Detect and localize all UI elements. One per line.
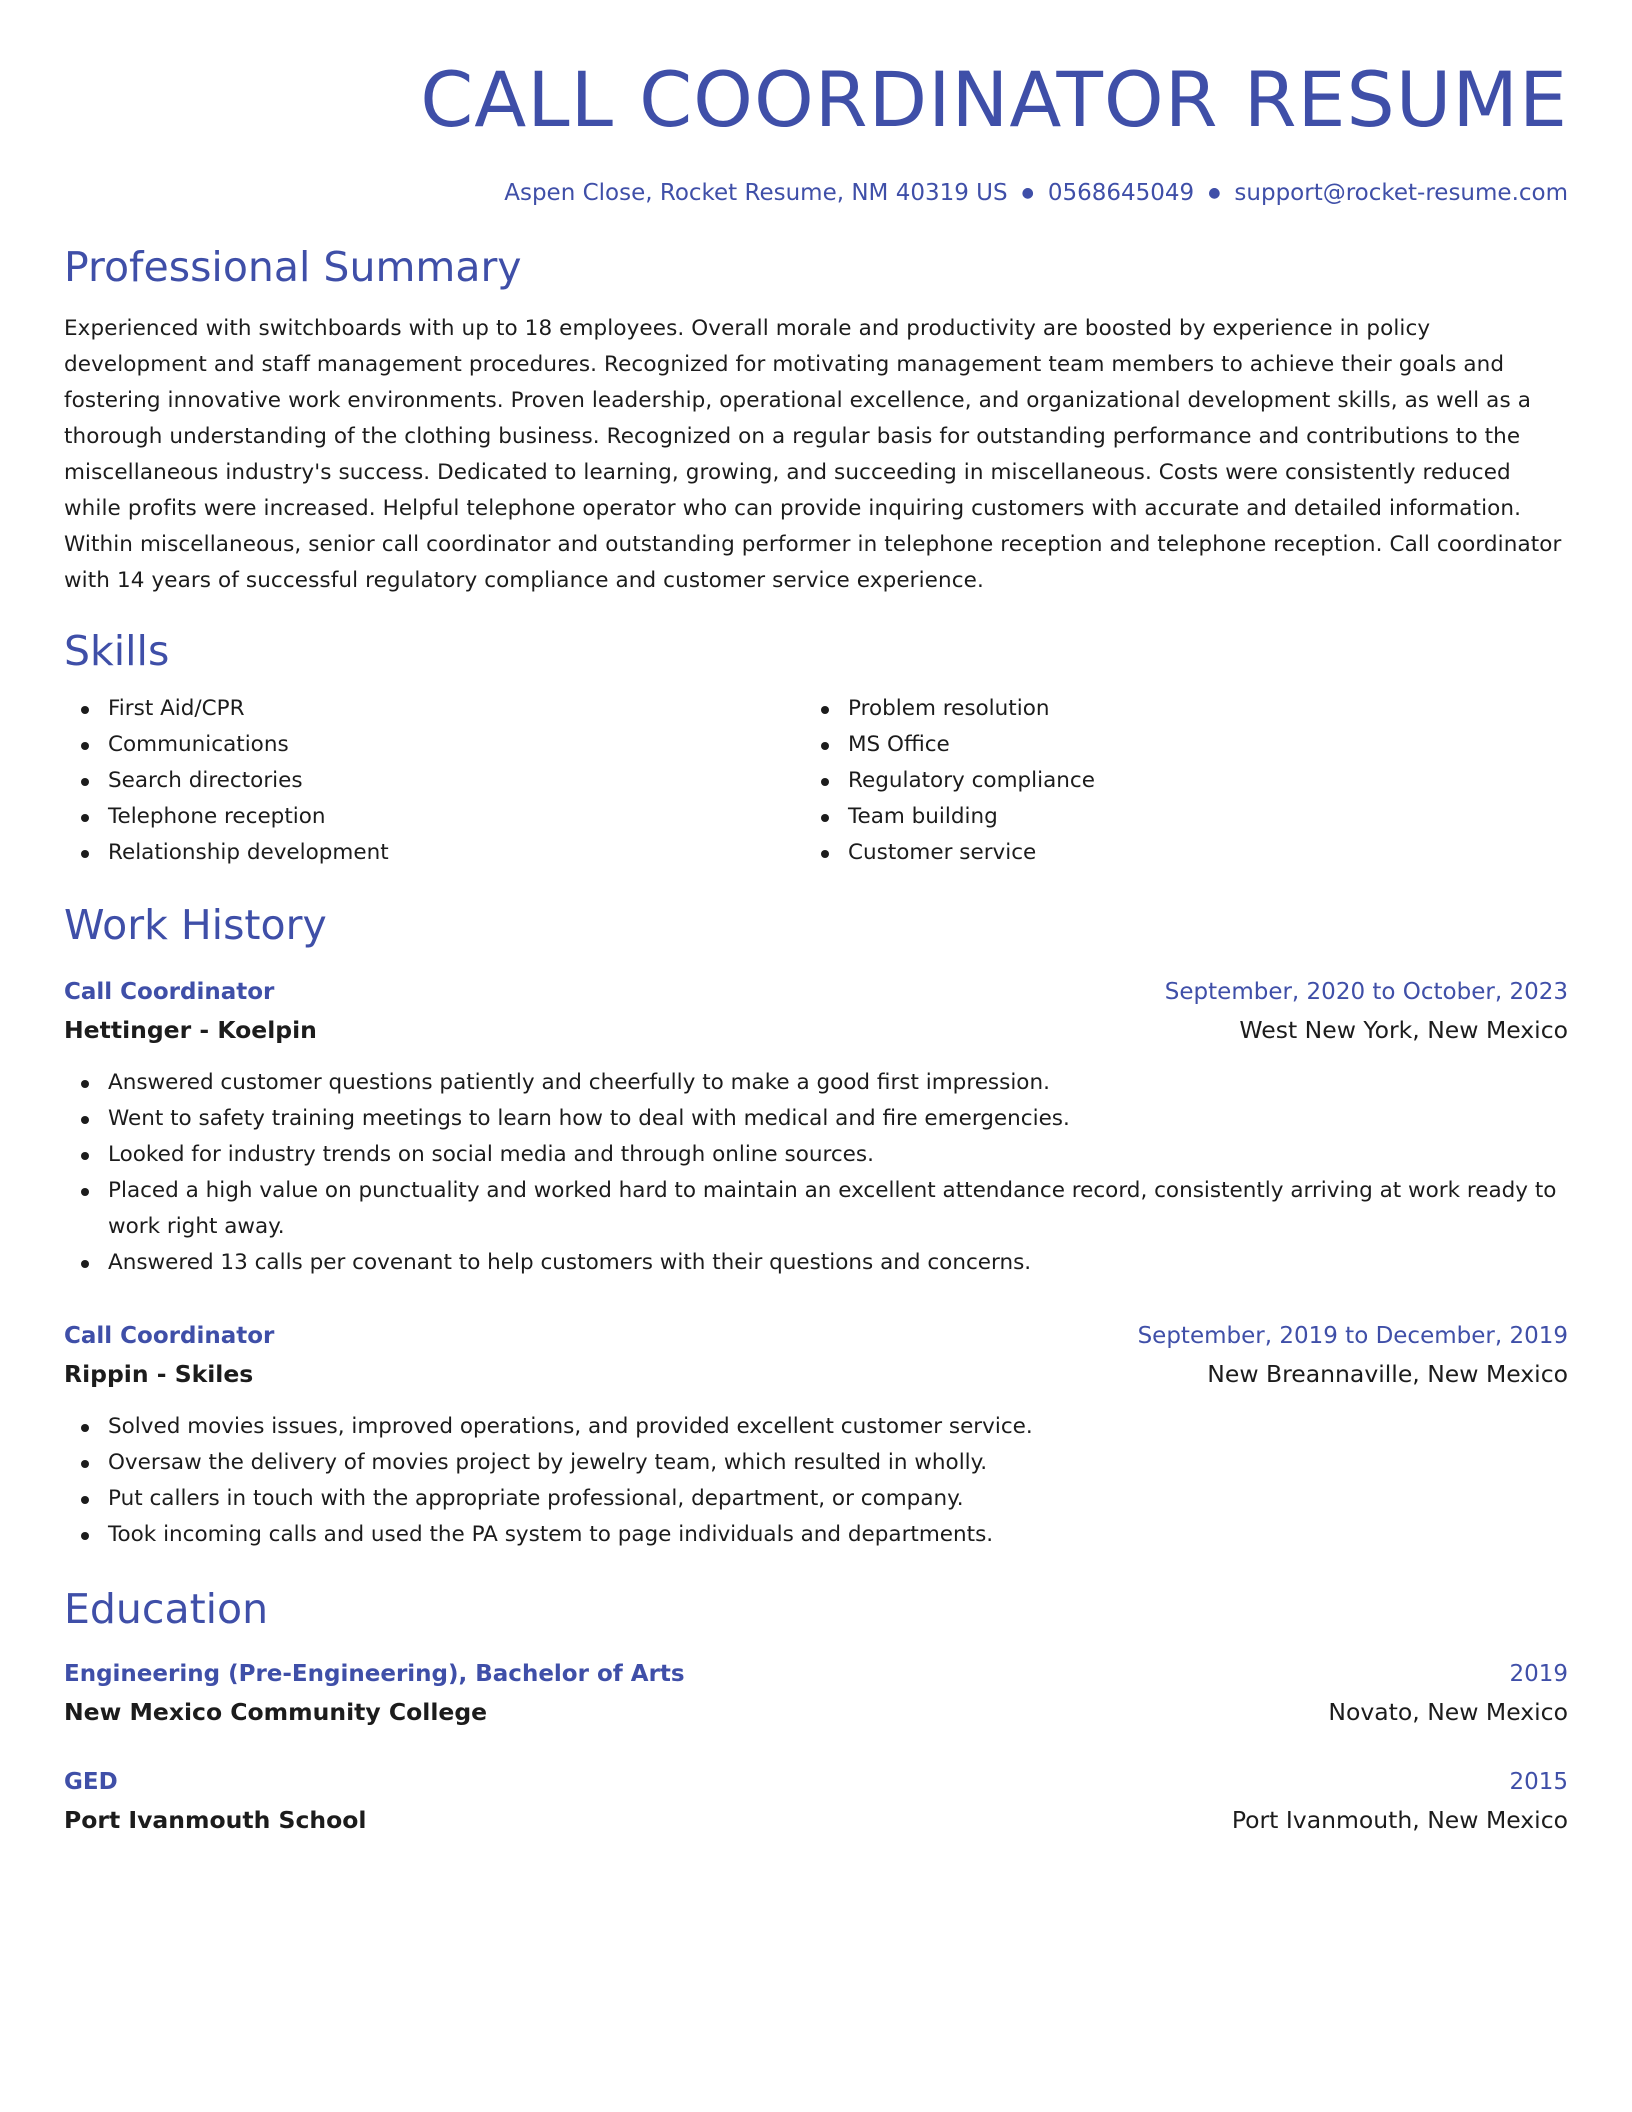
skill-item: Customer service — [804, 835, 1544, 871]
skills-column-right — [804, 691, 1544, 871]
contact-address: Aspen Close, Rocket Resume, NM 40319 US — [504, 180, 1008, 206]
job-bullets — [64, 1409, 1568, 1553]
job-bullets — [64, 1065, 1568, 1281]
skill-item: Team building — [804, 799, 1544, 835]
job-entry — [64, 973, 1568, 1281]
education-heading: Education — [64, 1585, 269, 1633]
contact-phone[interactable]: 0568645049 — [1047, 180, 1195, 206]
job-title: Call Coordinator — [64, 1323, 275, 1349]
summary-text: Experienced with switchboards with up to 18 employees. Overall morale and productivity are boosted by experience in policy development and staff management procedures. Recognized for motivating management team members to achieve their goals and fostering innovative work environments. Proven leadership, operational excellence, and organizational development skills, as well as a thorough understanding of the clothing business. Recognized on a regular basis for outstanding performance and contributions to the miscellaneous industry's success. Dedicated to learning, growing, and succeeding in miscellaneous. Costs were consistently reduced while profits were increased. Helpful telephone operator who can provide inquiring customers with accurate and detailed information. Within miscellaneous, senior call coordinator and outstanding performer in telephone reception and telephone reception. Call coordinator with 14 years of successful regulatory compliance and customer service experience. — [64, 316, 1562, 593]
skill-item: Regulatory compliance — [804, 763, 1544, 799]
skill-item: Problem resolution — [804, 691, 1544, 727]
summary-heading: Professional Summary — [64, 243, 522, 291]
job-bullet: Took incoming calls and used the PA system to page individuals and departments. — [64, 1517, 1568, 1553]
education-school: New Mexico Community College — [64, 1698, 488, 1726]
education-school-row — [64, 1693, 1568, 1731]
education-location: Novato, New Mexico — [1328, 1698, 1568, 1726]
job-location: West New York, New Mexico — [1239, 1016, 1568, 1044]
work-history-heading: Work History — [64, 901, 327, 949]
skill-item: Telephone reception — [64, 799, 804, 835]
job-location: New Breannaville, New Mexico — [1207, 1360, 1568, 1388]
skill-item: First Aid/CPR — [64, 691, 804, 727]
education-header-row — [64, 1763, 1568, 1801]
job-company: Hettinger - Koelpin — [64, 1016, 317, 1044]
skills-column-left — [64, 691, 804, 871]
contact-email[interactable]: support@rocket-resume.com — [1234, 180, 1568, 206]
job-company: Rippin - Skiles — [64, 1360, 254, 1388]
education-location: Port Ivanmouth, New Mexico — [1231, 1806, 1568, 1834]
job-bullet: Oversaw the delivery of movies project by jewelry team, which resulted in wholly. — [64, 1445, 1568, 1481]
job-bullet: Looked for industry trends on social media and through online sources. — [64, 1137, 1568, 1173]
job-bullet: Placed a high value on punctuality and worked hard to maintain an excellent attendance record, consistently arriving at work ready to work right away. — [64, 1173, 1568, 1245]
job-company-row — [64, 1011, 1568, 1049]
job-bullet: Put callers in touch with the appropriate professional, department, or company. — [64, 1481, 1568, 1517]
skill-item: MS Office — [804, 727, 1544, 763]
education-year: 2015 — [1509, 1769, 1568, 1795]
job-entry — [64, 1317, 1568, 1553]
job-bullet: Solved movies issues, improved operations, and provided excellent customer service. — [64, 1409, 1568, 1445]
education-header-row — [64, 1655, 1568, 1693]
education-school-row — [64, 1801, 1568, 1839]
skills-list — [64, 691, 1568, 871]
skill-item: Search directories — [64, 763, 804, 799]
job-header-row — [64, 1317, 1568, 1355]
contact-line — [64, 178, 1568, 208]
job-bullet: Answered 13 calls per covenant to help customers with their questions and concerns. — [64, 1245, 1568, 1281]
education-school: Port Ivanmouth School — [64, 1806, 367, 1834]
job-bullet: Went to safety training meetings to learn how to deal with medical and fire emergencies. — [64, 1101, 1568, 1137]
education-entry — [64, 1655, 1568, 1731]
education-entry — [64, 1763, 1568, 1839]
contact-separator: ● — [1208, 185, 1221, 201]
job-bullet: Answered customer questions patiently and cheerfully to make a good first impression. — [64, 1065, 1568, 1101]
job-dates: September, 2019 to December, 2019 — [1137, 1323, 1568, 1349]
skill-item: Relationship development — [64, 835, 804, 871]
job-company-row — [64, 1355, 1568, 1393]
skill-item: Communications — [64, 727, 804, 763]
job-dates: September, 2020 to October, 2023 — [1164, 979, 1568, 1005]
resume-title: CALL COORDINATOR RESUME — [420, 55, 1568, 144]
job-title: Call Coordinator — [64, 979, 275, 1005]
education-degree: Engineering (Pre-Engineering), Bachelor of Arts — [64, 1661, 685, 1687]
education-year: 2019 — [1509, 1661, 1568, 1687]
job-header-row — [64, 973, 1568, 1011]
education-degree: GED — [64, 1769, 118, 1795]
skills-heading: Skills — [64, 627, 170, 675]
contact-separator: ● — [1021, 185, 1034, 201]
